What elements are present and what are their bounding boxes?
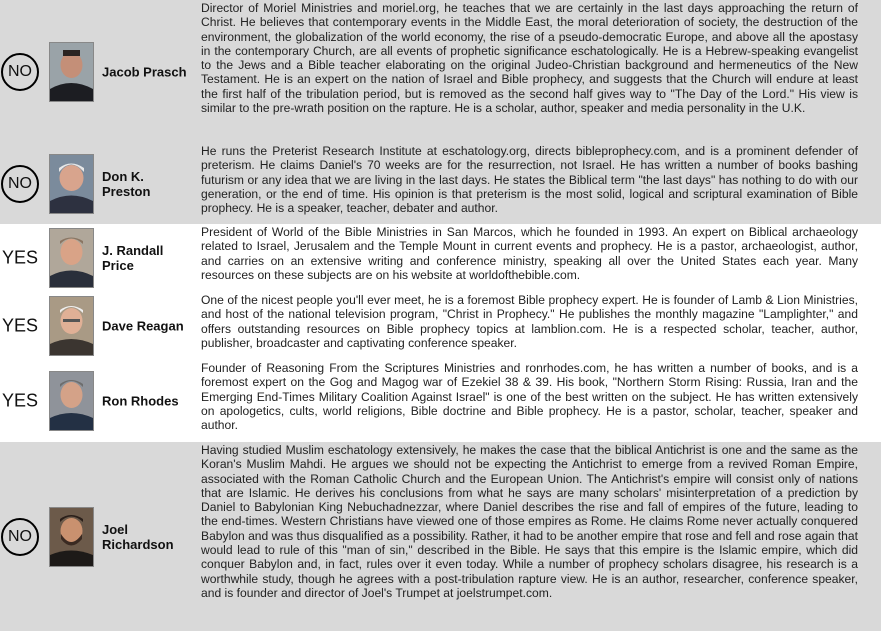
portrait-image	[50, 43, 93, 101]
table-row	[0, 292, 881, 360]
portrait-image	[50, 372, 93, 430]
verdict-no: NO	[0, 53, 40, 91]
table-row	[0, 0, 881, 143]
portrait-image	[50, 508, 93, 566]
verdict-yes: YES	[2, 390, 39, 411]
portrait-photo-randall-price	[49, 228, 94, 288]
portrait-image	[50, 297, 93, 355]
portrait-photo-don-preston	[49, 154, 94, 214]
table-row	[0, 143, 881, 224]
portrait-photo-ron-rhodes	[49, 371, 94, 431]
portrait-image	[50, 229, 93, 287]
person-name: J. Randall Price	[102, 243, 164, 273]
person-bio: Director of Moriel Ministries and moriel.org, he teaches that we are certainly in the last days approaching the return of Christ. He believes that contemporary events in the Middle East, the moral deterioration of society, the destruction of the environment, the globalization of the world economy, the rise of a pseudo-democratic Europe, and above all the apostasy in the contemporary Church, are all events of prophetic significance eschatologically. He is a Hebrew-speaking evangelist to the Jews and a Bible teacher elaborating on the original Judeo-Christian background and hermeneutics of the New Testament. He is an expert on the nation of Israel and Bible prophecy, and suggests that the Church will endure at least the first half of the tribulation period, but is removed as the second half gives way to "The Day of the Lord." His view is similar to the pre-wrath position on the rapture. He is a scholar, author, speaker and media personality in the U.K.	[201, 1, 858, 116]
table-row	[0, 360, 881, 442]
portrait-image	[50, 155, 93, 213]
person-bio: One of the nicest people you'll ever meet, he is a foremost Bible prophecy expert. He is founder of Lamb & Lion Ministries, and host of the national television program, "Christ in Prophecy." He publishes the monthly magazine "Lamplighter," and offers outstanding resources on Bible prophecy topics at lamblion.com. He is a respected scholar, teacher, author, publisher, broadcaster and captivating conference speaker.	[201, 293, 858, 350]
person-bio: President of World of the Bible Ministries in San Marcos, which he founded in 1993. An expert on Biblical archaeology related to Israel, Jerusalem and the Temple Mount in current events and prophecy. He is a pastor, archaeologist, author, and carries on an extensive writing and conference ministry, speaking all over the United States each year. Many resources on these subjects are on his website at worldofthebible.com.	[201, 225, 858, 282]
verdict-no: NO	[0, 518, 40, 556]
person-bio: He runs the Preterist Research Institute at eschatology.org, directs bibleprophecy.com, and is a prominent defender of preterism. He claims Daniel's 70 weeks are for the resurrection, not Israel. He has written a number of books bashing futurism or any idea that we are living in the last days. He states the Biblical term "the last days" has nothing to do with our generation, or the end of time. His opinion is that preterism is the most solid, logical and scriptural examination of Bible prophecy. He is a speaker, teacher, debater and author.	[201, 144, 858, 216]
person-name: Jacob Prasch	[102, 64, 187, 79]
person-name: Dave Reagan	[102, 318, 184, 334]
verdict-no: NO	[0, 165, 40, 203]
person-name: Don K. Preston	[102, 168, 151, 199]
portrait-photo-joel-richardson	[49, 507, 94, 567]
portrait-photo-jacob-prasch	[49, 42, 94, 102]
table-row	[0, 442, 881, 631]
person-bio: Having studied Muslim eschatology extensively, he makes the case that the biblical Antichrist is one and the same as the Koran's Muslim Mahdi. He argues we should not be expecting the Antichrist to emerge from a revived Roman Empire, associated with the Roman Catholic Church and the European Union. The Antichrist's empire will consist only of nations that are Islamic. He derives his conclusions from what he says are many scholars' misinterpretation of a prediction by Daniel to Babylonian King Nebuchadnezzar, where Daniel describes the rise and fall of empires of the future, leading to the end-times. Western Christians have viewed one of those empires as Rome. He claims Rome never actually conquered Babylon and was thus disqualified as a possibility. Rather, it had to be another empire that rose and fell and rose again that would lead to rule of this "man of sin," described in the Bible. He says that this empire is the Islamic empire, which did conquer Babylon and, in fact, rules over it even today. While a number of prophecy scholars disagree, his research is a worthwhile study, though he agrees with a post-tribulation rapture view. He is an author, researcher, conference speaker, and is founder and director of Joel's Trumpet at joelstrumpet.com.	[201, 443, 858, 600]
person-name: Ron Rhodes	[102, 393, 179, 409]
portrait-photo-dave-reagan	[49, 296, 94, 356]
verdict-yes: YES	[2, 315, 39, 336]
table-row	[0, 224, 881, 292]
person-name: Joel Richardson	[102, 521, 174, 552]
person-bio: Founder of Reasoning From the Scriptures Ministries and ronrhodes.com, he has written a number of books, and is a foremost expert on the Gog and Magog war of Ezekiel 38 & 39. His book, "Northern Storm Rising: Russia, Iran and the Emerging End-Times Military Coalition Against Israel" is one of the best written on the subject. He has written extensively on apologetics, cults, world religions, Bible doctrine and Bible prophecy. He is a pastor, scholar, teacher, speaker and author.	[201, 361, 858, 433]
verdict-yes: YES	[2, 247, 39, 268]
